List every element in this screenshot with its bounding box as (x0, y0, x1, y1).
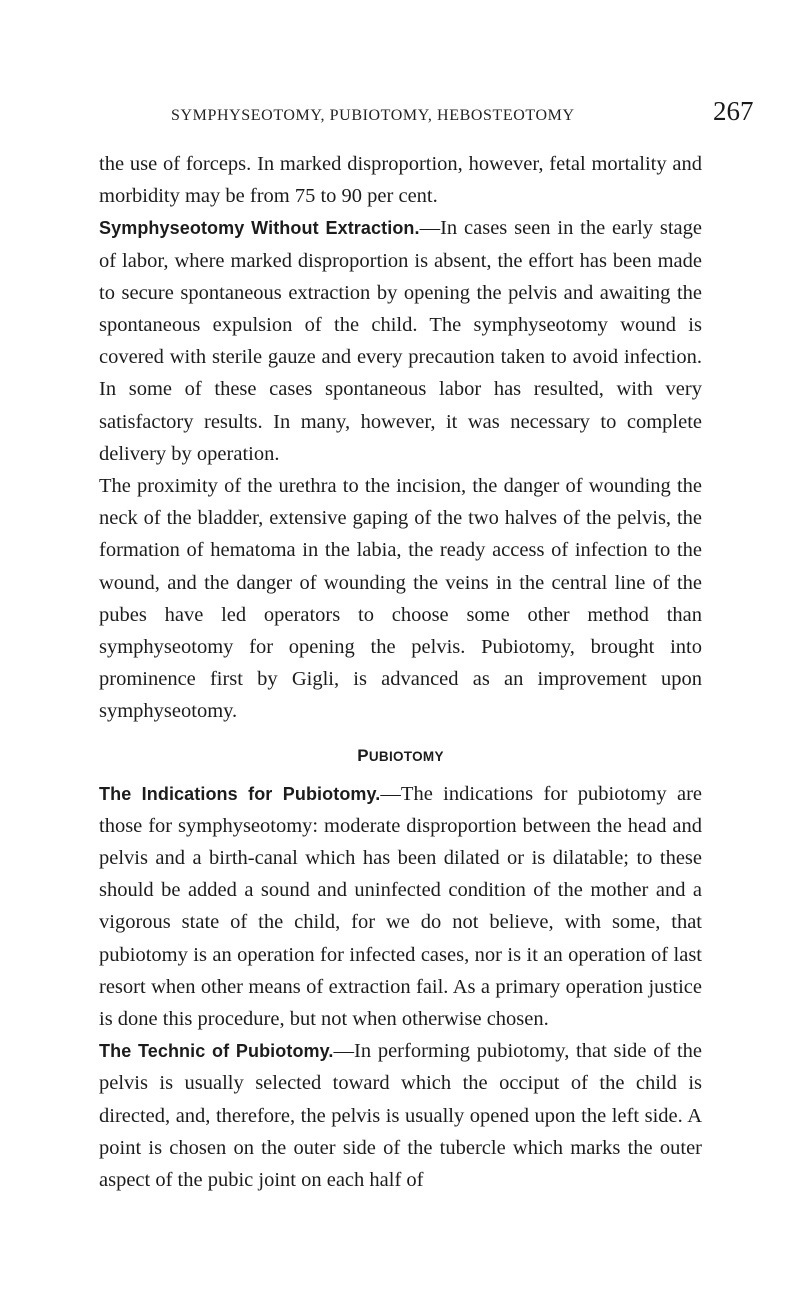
paragraph-text: —In cases seen in the early stage of labor, where marked disproportion is absent, the effort has been made to secure spontaneous extraction by opening the pelvis and awaiting the spontaneous expulsion of the child. The symphyseotomy wound is covered with sterile gauze and every precaution taken to avoid infection. In some of these cases spontaneous labor has resulted, with very satisfactory results. In many, however, it was necessary to complete delivery by operation. (99, 217, 702, 465)
run-in-heading: The Technic of Pubiotomy. (99, 1041, 334, 1062)
running-title: SYMPHYSEOTOMY, PUBIOTOMY, HEBOSTEOTOMY (171, 107, 575, 124)
paragraph-continued (99, 148, 702, 212)
paragraph-symphyseotomy-without-extraction (99, 212, 702, 470)
paragraph-text: —The indications for pubiotomy are those for symphyseotomy: moderate disproportion between the head and pelvis and a birth-canal which has been dilated or is dilatable; to these should be added a sound and uninfected condition of the mother and a vigorous state of the child, for we do not believe, with some, that pubiotomy is an operation for infected cases, nor is it an operation of last resort when other means of extraction fail. As a primary operation justice is done this procedure, but not when otherwise chosen. (99, 782, 703, 1031)
page-number: 267 (713, 96, 754, 126)
paragraph-text: —In performing pubiotomy, that side of the pelvis is usually selected toward which the occiput of the child is directed, and, therefore, the pelvis is usually opened upon the left side. A point is chosen on the outer side of the tubercle which marks the outer aspect of the pubic joint on each half of (99, 1040, 703, 1192)
paragraph-technic-of-pubiotomy (99, 1035, 702, 1196)
paragraph-proximity-of-urethra (99, 470, 702, 728)
run-in-heading: The Indications for Pubiotomy. (99, 783, 381, 804)
body-text (99, 148, 702, 1196)
run-in-heading: Symphyseotomy Without Extraction. (99, 218, 420, 239)
section-heading-pubiotomy (99, 734, 702, 778)
paragraph-indications-for-pubiotomy (99, 778, 702, 1036)
running-head (0, 96, 800, 136)
section-heading-rest: UBIOTOMY (368, 748, 444, 764)
paragraph-text: The proximity of the urethra to the incision, the danger of wounding the neck of the bladder, extensive gaping of the two halves of the pelvis, the formation of hematoma in the labia, the ready access of infection to the wound, and the danger of wounding the veins in the central line of the pubes have led operators to choose some other method than symphyseotomy for opening the pelvis. Pubiotomy, brought into prominence first by Gigli, is advanced as an improvement upon symphyseotomy. (99, 475, 702, 723)
paragraph-text: the use of forceps. In marked disproportion, however, fetal mortality and morbidity may be from 75 to 90 per cent. (99, 153, 702, 208)
section-heading-initial: P (357, 745, 369, 765)
